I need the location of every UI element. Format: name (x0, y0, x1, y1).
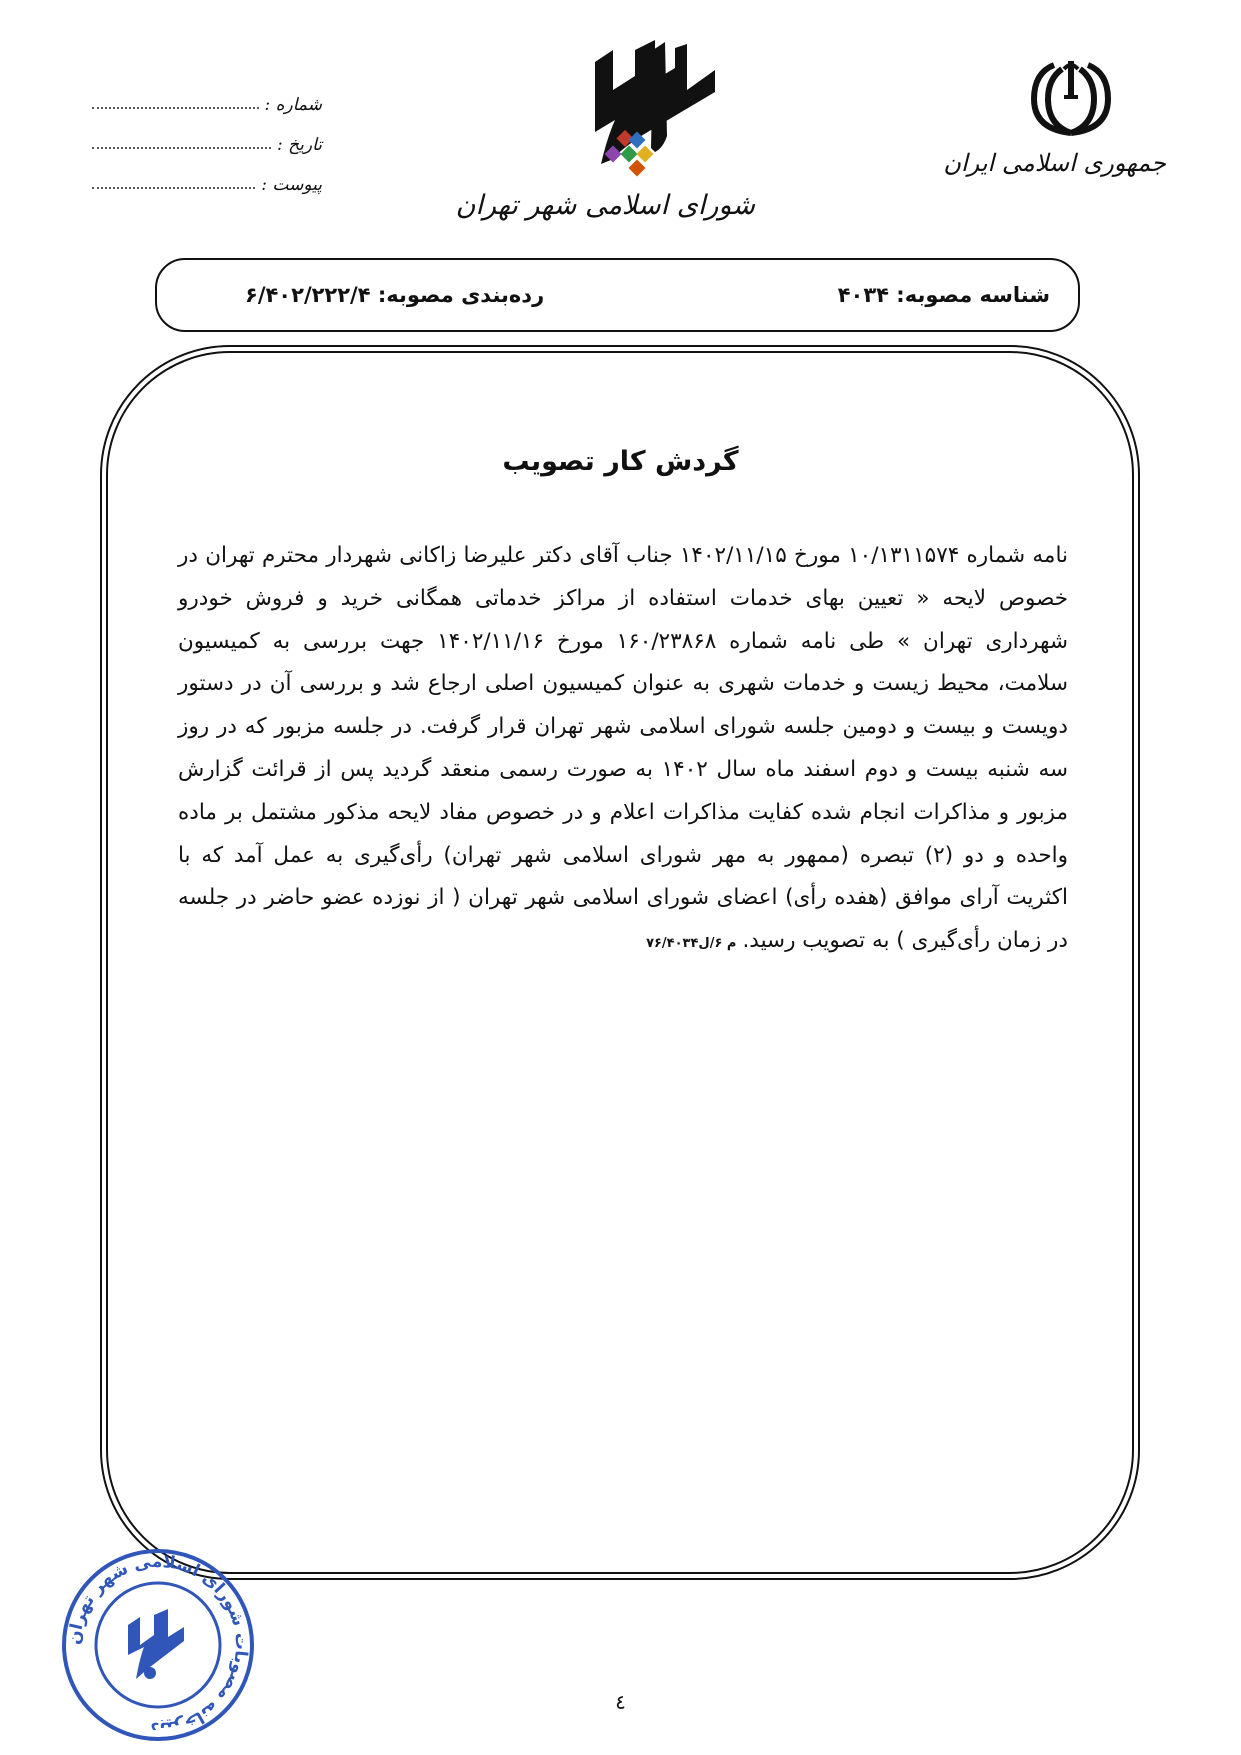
field-label: شماره : (264, 95, 322, 115)
iran-emblem-block (943, 55, 1166, 177)
emblem-caption: جمهوری اسلامی ایران (943, 149, 1166, 177)
document-code: م ۶/ل۷۶/۴۰۳۴ (646, 936, 737, 952)
reference-fields (92, 75, 322, 195)
document-body (178, 535, 1068, 966)
field-number (92, 75, 322, 115)
document-title: گردش کار تصویب (502, 446, 739, 477)
iran-emblem-icon (1026, 55, 1116, 145)
field-blank-line (92, 187, 255, 189)
council-caption: شورای اسلامی شهر تهران (455, 190, 755, 221)
council-logo-block (455, 40, 755, 221)
council-logo-icon (555, 40, 725, 190)
resolution-id: شناسه مصوبه: ۴۰۳۴ (837, 283, 1050, 307)
field-blank-line (92, 147, 271, 149)
council-stamp-icon (58, 1545, 258, 1745)
stamp-text: دبیرخانه مصوبات شورای اسلامی شهر تهران (64, 1551, 252, 1739)
resolution-classification: رده‌بندی مصوبه: ۶/۴۰۲/۲۲۲/۴ (245, 283, 545, 307)
field-label: پیوست : (261, 175, 322, 195)
page-number: ٤ (615, 1690, 626, 1714)
field-attachment (92, 155, 322, 195)
body-paragraph: نامه شماره ۱۰/۱۳۱۱۵۷۴ مورخ ۱۴۰۲/۱۱/۱۵ جناب آقای دکتر علیرضا زاکانی شهردار محترم تهران در خصوص لایحه « تعیین بهای خدمات استفاده از مراکز خدماتی همگانی خرید و فروش خودرو شهرداری تهران » طی نامه شماره ۱۶۰/۲۳۸۶۸ مورخ ۱۴۰۲/۱۱/۱۶ جهت بررسی به کمیسیون سلامت، محیط زیست و خدمات شهری به عنوان کمیسیون اصلی ارجاع شد و بررسی آن در دستور دویست و بیست و دومین جلسه شورای اسلامی شهر تهران قرار گرفت. در جلسه مزبور که در روز سه شنبه بیست و دوم اسفند ماه سال ۱۴۰۲ به صورت رسمی منعقد گردید پس از قرائت گزارش مزبور و مذاکرات انجام شده کفایت مذاکرات اعلام و در خصوص مفاد لایحه مذکور مشتمل بر ماده واحده و دو (۲) تبصره (ممهور به مهر شورای اسلامی شهر تهران) رأی‌گیری به عمل آمد که با اکثریت آرای موافق (هفده رأی) اعضای شورای اسلامی شهر تهران ( از نوزده عضو حاضر در جلسه در زمان رأی‌گیری ) به تصویب رسید. (178, 543, 1068, 954)
field-date (92, 115, 322, 155)
field-label: تاریخ : (277, 135, 322, 155)
field-blank-line (92, 107, 259, 109)
resolution-id-bar (155, 258, 1080, 332)
